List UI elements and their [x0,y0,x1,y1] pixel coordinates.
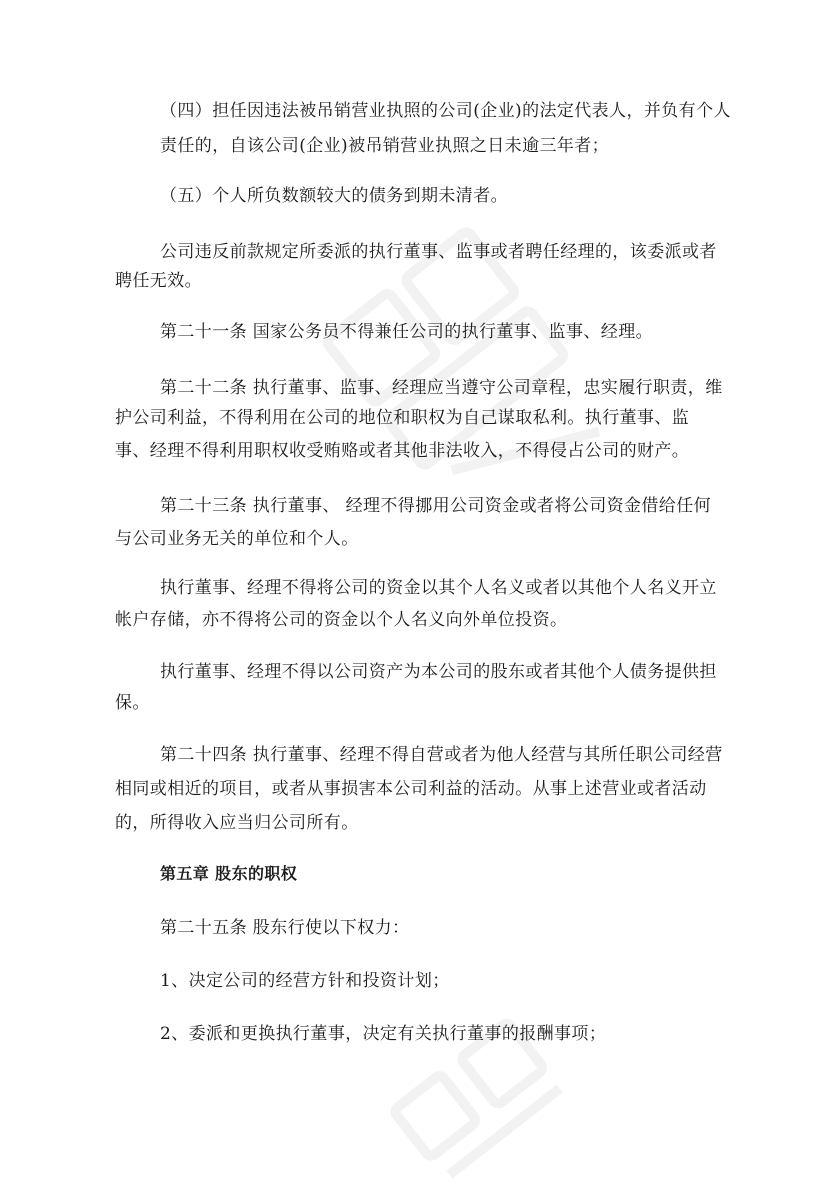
paragraph-line: 责任的，自该公司(企业)被吊销营业执照之日未逾三年者； [160,136,610,156]
paragraph-line: 第二十五条 股东行使以下权力： [160,918,410,938]
paragraph-line: 相同或相近的项目，或者从事损害本公司利益的活动。从事上述营业或者活动 [115,779,707,799]
paragraph-line: （五）个人所负数额较大的债务到期未清者。 [160,186,508,206]
paragraph-line: 执行董事、经理不得将公司的资金以其个人名义或者以其他个人名义开立 [160,578,717,598]
list-item: 1、决定公司的经营方针和投资计划； [160,971,450,991]
paragraph-line: 护公司利益，不得利用在公司的地位和职权为自己谋取私利。执行董事、监 [115,408,690,428]
paragraph-line: （四）担任因违法被吊销营业执照的公司(企业)的法定代表人，并负有个人 [160,101,731,121]
paragraph-line: 公司违反前款规定所委派的执行董事、监事或者聘任经理的，该委派或者 [160,242,717,262]
paragraph-line: 第二十一条 国家公务员不得兼任公司的执行董事、监事、经理。 [160,322,654,342]
paragraph-line: 第二十二条 执行董事、监事、经理应当遵守公司章程，忠实履行职责，维 [160,378,723,398]
chapter-heading: 第五章 股东的职权 [160,864,298,883]
list-item: 2、委派和更换执行董事，决定有关执行董事的报酬事项； [160,1024,607,1044]
paragraph-line: 帐户存储，亦不得将公司的资金以个人名义向外单位投资。 [115,610,568,630]
paragraph-line: 第二十四条 执行董事、经理不得自营或者为他人经营与其所任职公司经营 [160,745,723,765]
paragraph-line: 的，所得收入应当归公司所有。 [115,813,359,833]
paragraph-line: 保。 [115,693,150,713]
paragraph-line: 事、经理不得利用职权收受贿赂或者其他非法收入，不得侵占公司的财产。 [115,441,690,461]
paragraph-line: 第二十三条 执行董事、 经理不得挪用公司资金或者将公司资金借给任何 [160,496,712,516]
paragraph-line: 聘任无效。 [115,271,202,291]
paragraph-line: 执行董事、经理不得以公司资产为本公司的股东或者其他个人债务提供担 [160,662,717,682]
paragraph-line: 与公司业务无关的单位和个人。 [115,529,359,549]
